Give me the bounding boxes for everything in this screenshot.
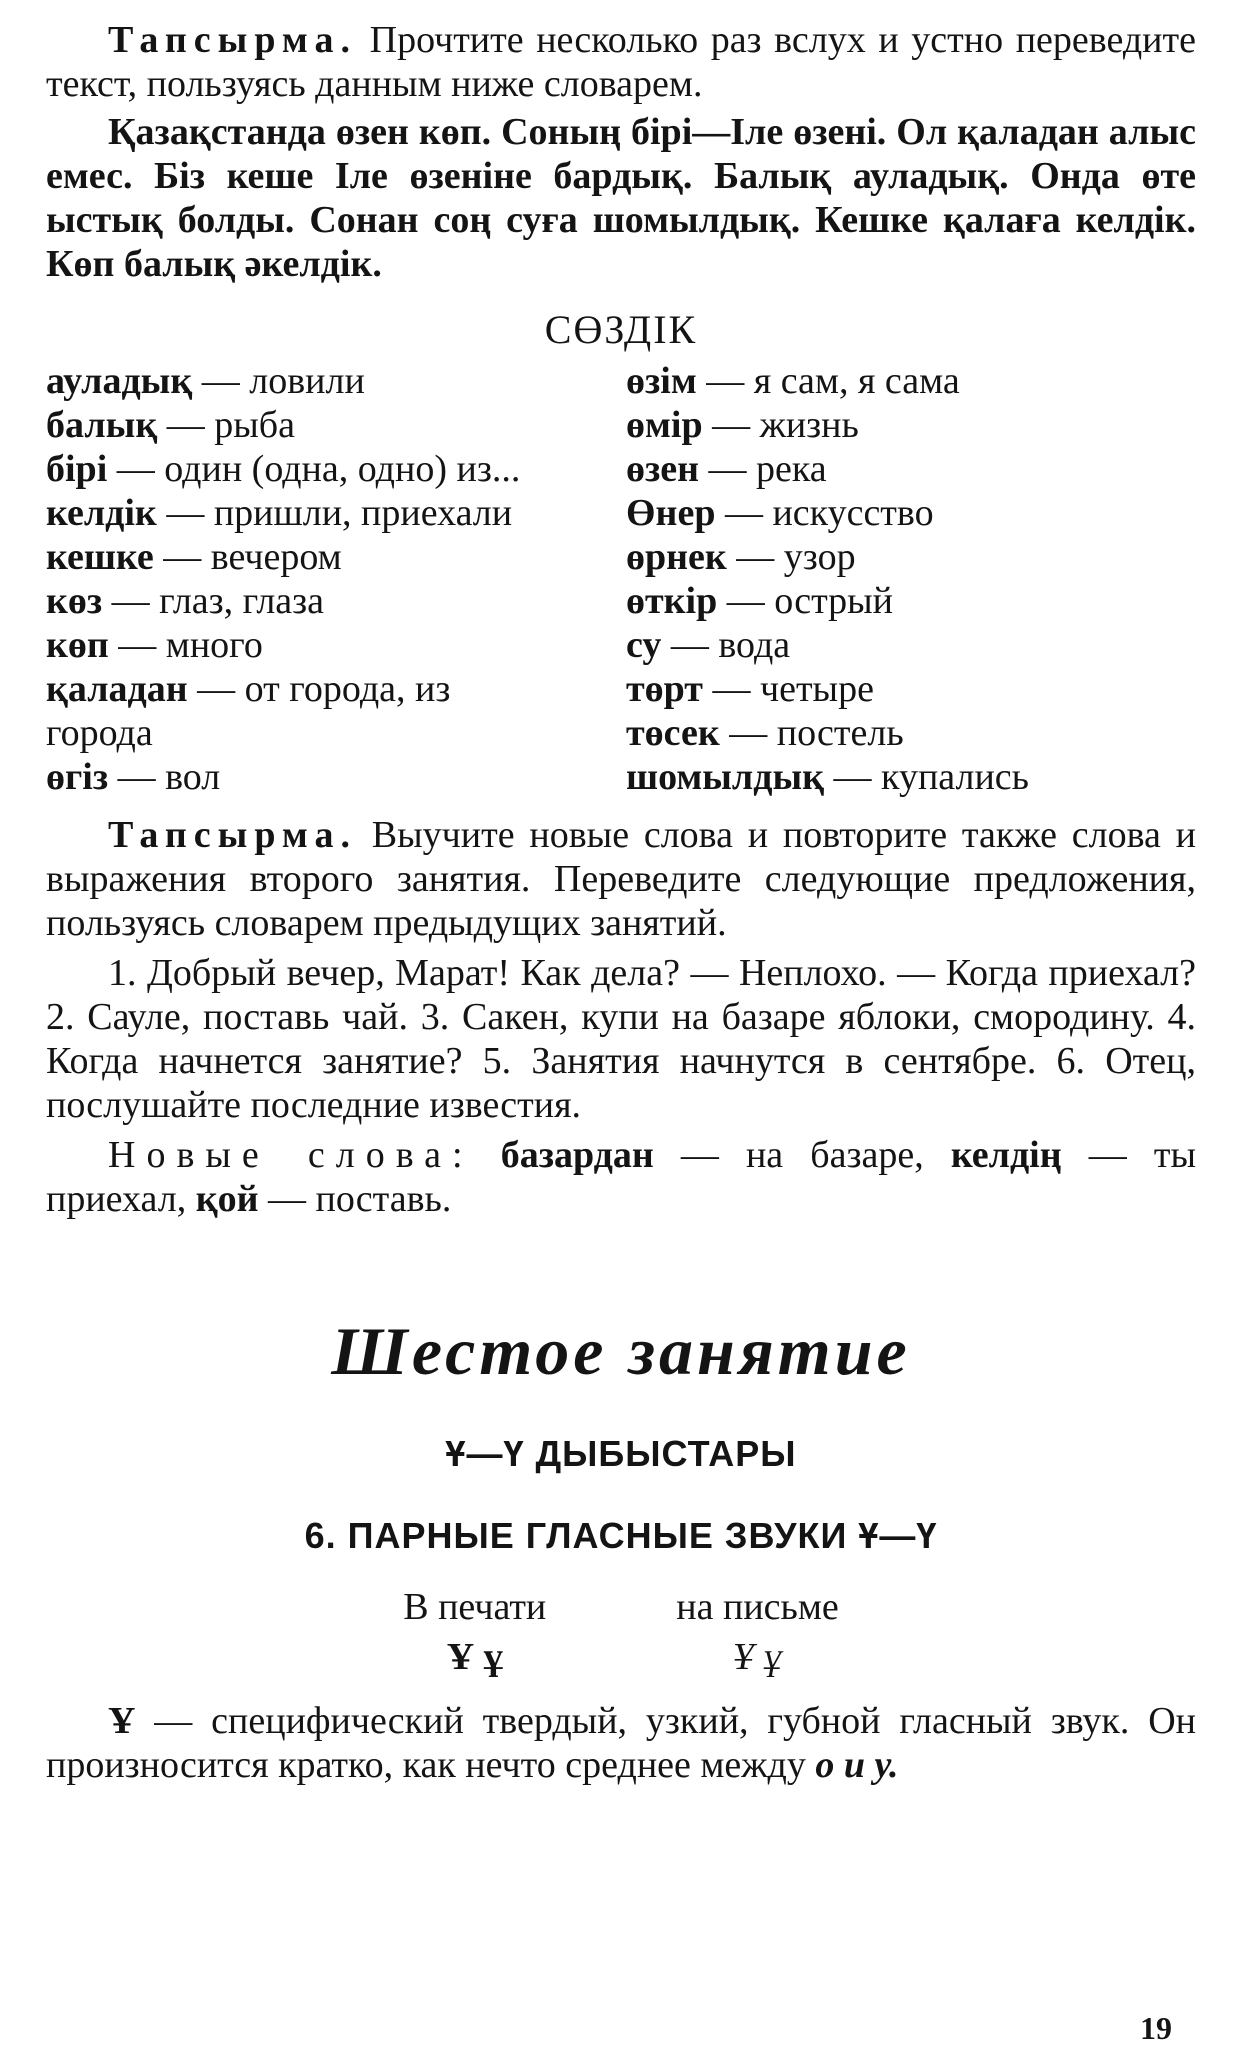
dict-entry: ауладық — ловили xyxy=(46,360,365,402)
sentences-paragraph: 1. Добрый вечер, Марат! Как дела? — Неплохо. — Когда приехал? 2. Сауле, поставь чай. 3. Сакен, купи на базаре яблоки, смородину. 4. Когда начнется занятие? 5. Занятия начнутся в сентябре. 6. Отец, послушайте последние известия. xyxy=(46,952,1196,1126)
dict-entry: көз — глаз, глаза xyxy=(46,580,325,622)
dict-entry: бірі — один (одна, одно) из... xyxy=(46,448,521,490)
print-column xyxy=(403,1585,546,1679)
dict-entry: көп — много xyxy=(46,624,263,666)
dict-entry: су — вода xyxy=(626,624,791,666)
book-page xyxy=(46,18,1196,1787)
dict-entry: өзен — река xyxy=(626,448,827,490)
heading-russian: 6. ПАРНЫЕ ГЛАСНЫЕ ЗВУКИ Ұ—Ү xyxy=(304,1515,938,1556)
task2-paragraph xyxy=(46,813,1196,945)
dict-entry: өзім — я сам, я сама xyxy=(626,360,960,402)
dictionary xyxy=(46,359,1196,799)
task2-label: Тапсырма. xyxy=(108,814,358,856)
script-letters: Ұ ұ xyxy=(732,1636,783,1678)
dict-entry: өткір — острый xyxy=(626,580,894,622)
heading-kazakh: Ұ—Ү ДЫБЫСТАРЫ xyxy=(445,1433,797,1474)
task1-label: Тапсырма. xyxy=(108,19,358,61)
print-letters: Ұ ұ xyxy=(446,1636,503,1678)
dict-entry: қаладан — от города, из города xyxy=(46,668,451,754)
dict-left-column xyxy=(46,359,626,799)
dict-entry: төсек — постель xyxy=(626,712,904,754)
dict-entry: өмір — жизнь xyxy=(626,404,859,446)
dict-right-column xyxy=(626,359,1196,799)
letters-table xyxy=(46,1585,1196,1679)
new-words-label: Новые слова: xyxy=(108,1134,474,1176)
print-label: В печати xyxy=(403,1586,547,1628)
dict-entry: өрнек — узор xyxy=(626,536,856,578)
script-column xyxy=(676,1585,838,1679)
dictionary-title: СӨЗДІК xyxy=(544,307,698,352)
dict-entry: балық — рыба xyxy=(46,404,295,446)
dict-entry: шомылдық — купались xyxy=(626,756,1029,798)
dict-entry: төрт — четыре xyxy=(626,668,874,710)
dict-entry: өгіз — вол xyxy=(46,756,221,798)
kazakh-text: Қазақстанда өзен көп. Соның бірі—Іле өзені. Ол қаладан алыс емес. Біз кеше Іле өзеніне бардық. Балық ауладық. Онда өте ыстық болды. Сонан соң суға шомылдық. Кешке қалаға келдік. Көп балық әкелдік. xyxy=(46,111,1196,285)
vowel-description: Ұ — специфический твердый, узкий, губной гласный звук. Он произносится кратко, как нечто среднее между о и у. xyxy=(46,1700,1196,1786)
task1-text: Прочтите несколько раз вслух и устно переведите текст, пользуясь данным ниже словарем. xyxy=(46,19,1196,105)
task1-paragraph xyxy=(46,18,1196,106)
script-label: на письме xyxy=(676,1586,839,1628)
dict-entry: келдік — пришли, приехали xyxy=(46,492,513,534)
new-words-paragraph: Новые слова: базардан — на базаре, келдің — ты приехал, қой — поставь. xyxy=(46,1134,1196,1220)
dict-entry: Өнер — искусство xyxy=(626,492,934,534)
page-number: 19 xyxy=(1140,2010,1172,2046)
lesson-title: Шестое занятие xyxy=(331,1313,911,1389)
task2-text: Выучите новые слова и повторите также слова и выражения второго занятия. Переведите следующие предложения, пользуясь словарем предыдущих занятий. xyxy=(46,814,1196,944)
dict-entry: кешке — вечером xyxy=(46,536,342,578)
